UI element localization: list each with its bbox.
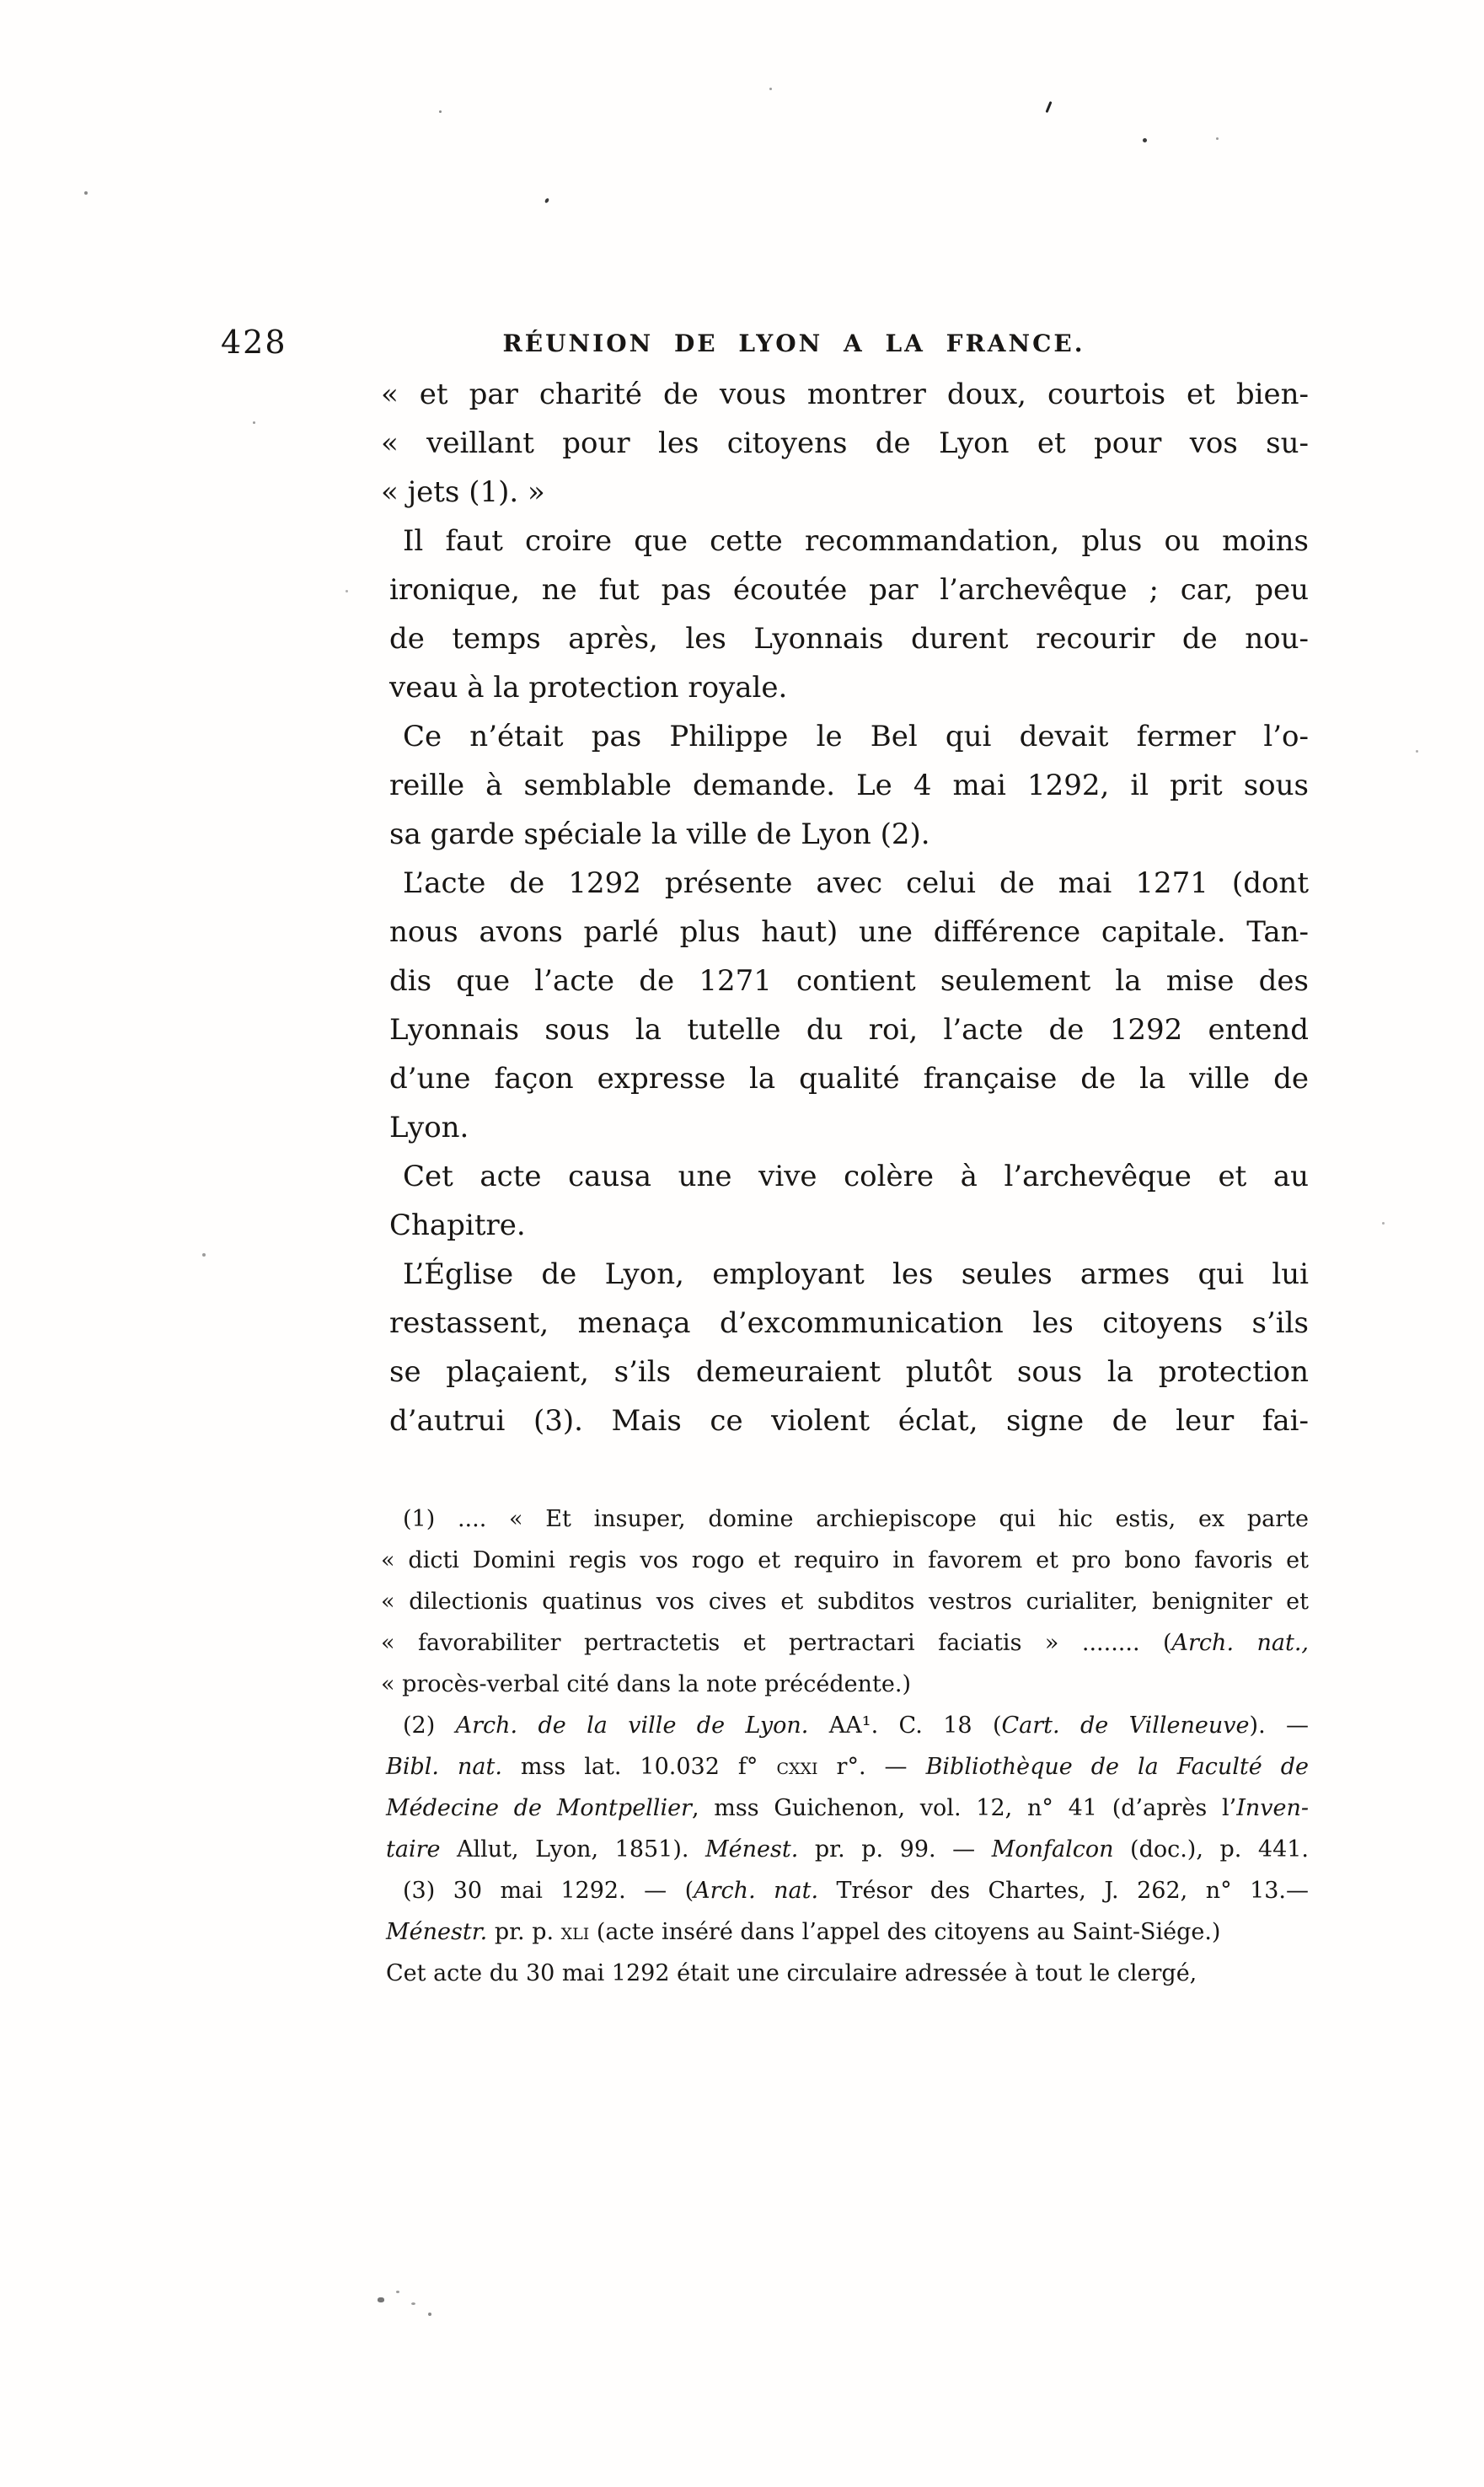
scan-speck xyxy=(439,110,442,113)
scan-speck xyxy=(378,2297,384,2302)
text-line: Lyonnais sous la tutelle du roi, l’acte de 1292 entend xyxy=(389,1013,1309,1047)
text-line: « jets (1). » xyxy=(381,475,545,509)
text-line: Lyon. xyxy=(389,1111,469,1144)
text-line: veau à la protection royale. xyxy=(389,671,788,705)
scan-speck xyxy=(253,421,255,424)
text-line: reille à semblable demande. Le 4 mai 1292, il prit sous xyxy=(389,769,1309,802)
text-line: dis que l’acte de 1271 contient seulement la mise des xyxy=(389,964,1309,998)
footnote-line: Médecine de Montpellier, mss Guichenon, vol. 12, n° 41 (d’après l’Inven- xyxy=(386,1795,1309,1821)
footnote-line: (1) .... « Et insuper, domine archiepiscope qui hic estis, ex parte xyxy=(403,1506,1309,1532)
text-line: restassent, menaça d’excommunication les citoyens s’ils xyxy=(389,1306,1309,1340)
scan-speck xyxy=(396,2291,399,2293)
footnote-line: Bibl. nat. mss lat. 10.032 f° cxxi r°. — Bibliothèque de la Faculté de xyxy=(386,1754,1310,1780)
footnote-line: « dicti Domini regis vos rogo et requiro in favorem et pro bono favoris et xyxy=(381,1547,1309,1573)
footnote-line: « dilectionis quatinus vos cives et subditos vestros curialiter, benigniter et xyxy=(381,1589,1309,1615)
running-title: RÉUNION DE LYON A LA FRANCE. xyxy=(502,330,1085,357)
text-line: d’autrui (3). Mais ce violent éclat, signe de leur fai- xyxy=(389,1404,1309,1438)
scan-speck xyxy=(1382,1222,1385,1225)
footnotes xyxy=(381,1498,1309,1994)
footnote-line: « favorabiliter pertractetis et pertractari faciatis » ........ (Arch. nat., xyxy=(381,1630,1309,1656)
scan-speck xyxy=(428,2313,431,2316)
scan-mark xyxy=(1045,101,1052,113)
scan-speck xyxy=(1216,137,1219,140)
scan-speck xyxy=(411,2302,415,2305)
text-line: sa garde spéciale la ville de Lyon (2). xyxy=(389,817,930,851)
scan-speck xyxy=(1416,750,1418,753)
footnote-line: Ménestr. pr. p. xli (acte inséré dans l’appel des citoyens au Saint-Siége.) xyxy=(386,1919,1221,1945)
text-line: nous avons parlé plus haut) une différence capitale. Tan- xyxy=(389,915,1309,949)
text-line: Il faut croire que cette recommandation, plus ou moins xyxy=(403,524,1309,558)
body-text xyxy=(381,370,1309,1445)
text-line: Ce n’était pas Philippe le Bel qui devait fermer l’o- xyxy=(403,720,1309,753)
text-line: de temps après, les Lyonnais durent recourir de nou- xyxy=(389,622,1309,656)
footnote-line: (3) 30 mai 1292. — (Arch. nat. Trésor des Chartes, J. 262, n° 13.— xyxy=(403,1878,1310,1904)
text-line: L’acte de 1292 présente avec celui de mai 1271 (dont xyxy=(403,866,1309,900)
page-number: 428 xyxy=(221,324,287,361)
text-line: ironique, ne fut pas écoutée par l’archevêque ; car, peu xyxy=(389,573,1309,607)
scan-speck xyxy=(1143,138,1147,142)
text-line: « et par charité de vous montrer doux, courtois et bien- xyxy=(381,378,1309,411)
text-line: Cet acte causa une vive colère à l’archevêque et au xyxy=(403,1160,1309,1193)
footnote-line: Cet acte du 30 mai 1292 était une circulaire adressée à tout le clergé, xyxy=(386,1960,1197,1986)
scan-speck xyxy=(202,1253,206,1257)
footnote-line: (2) Arch. de la ville de Lyon. AA¹. C. 18 (Cart. de Villeneuve). — xyxy=(403,1712,1310,1739)
text-line: « veillant pour les citoyens de Lyon et pour vos su- xyxy=(381,426,1309,460)
footnote-line: taire Allut, Lyon, 1851). Ménest. pr. p. 99. — Monfalcon (doc.), p. 441. xyxy=(386,1836,1310,1863)
text-line: se plaçaient, s’ils demeuraient plutôt sous la protection xyxy=(389,1355,1309,1389)
scan-speck xyxy=(544,197,549,203)
scan-speck xyxy=(346,590,348,592)
text-line: d’une façon expresse la qualité française de la ville de xyxy=(389,1062,1309,1096)
footnote-line: « procès-verbal cité dans la note précédente.) xyxy=(381,1671,911,1697)
scan-speck xyxy=(84,191,88,195)
text-line: Chapitre. xyxy=(389,1209,526,1242)
text-line: L’Église de Lyon, employant les seules armes qui lui xyxy=(403,1257,1309,1291)
scan-speck xyxy=(769,88,772,90)
